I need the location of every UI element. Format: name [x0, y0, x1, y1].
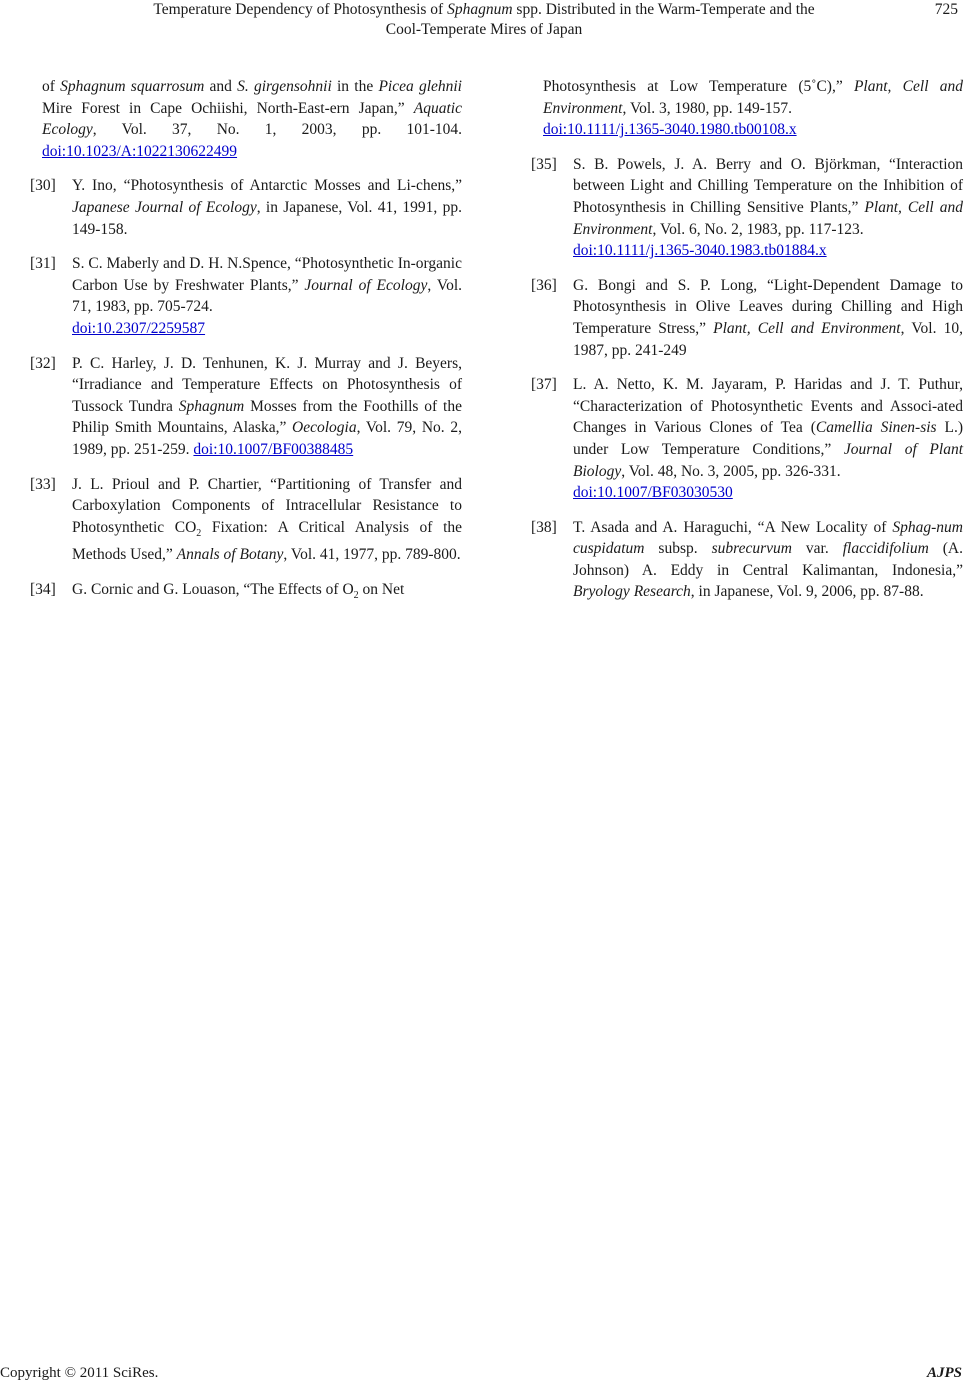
reference-33: [33] J. L. Prioul and P. Chartier, “Partitioning of Transfer and Carboxylation Components of Intracellular Resistance to Photosynthetic $CO_2$ Fixation: A Critical Analysis of the Methods Used,” Annals of Botany, Vol. 41, 1977, pp. 789-800. — [30, 475, 463, 564]
reference-number: [32] — [30, 354, 56, 372]
header-line-2: Cool-Temperate Mires of Japan — [385, 21, 583, 38]
reference-number: [33] — [30, 475, 56, 493]
journal-abbreviation: AJPS — [926, 1365, 962, 1381]
doi-link[interactable]: doi:10.1111/j.1365-3040.1983.tb01884.x — [573, 242, 827, 260]
reference-29-continuation: of Sphagnum squarrosum and S. girgensohnii in the Picea glehnii Mire Forest in Cape Ochiishi, North-East-ern Japan,” Aquatic Ecology, Vol. 37, No. 1, 2003, pp. 101-104. doi:10.1023/A:1022130622499 — [42, 78, 462, 160]
doi-link[interactable]: doi:10.1111/j.1365-3040.1980.tb00108.x — [543, 121, 797, 139]
copyright-text: Copyright © 2011 SciRes. — [0, 1365, 159, 1381]
doi-link[interactable]: doi:10.2307/2259587 — [72, 319, 206, 337]
doi-link[interactable]: doi:10.1023/A:1022130622499 — [42, 142, 238, 160]
reference-37: [37] L. A. Netto, K. M. Jayaram, P. Haridas and J. T. Puthur, “Characterization of Photosynthetic Events and Associ-ated Changes in Various Clones of Tea (Camellia Sinen-sis L.) under Low Temperature Conditions,” Journal of Plant Biology, Vol. 48, No. 3, 2005, pp. 326-331. doi:10.1007/BF03030530 — [531, 376, 964, 502]
reference-number: [31] — [30, 255, 56, 273]
page-number: 725 — [934, 1, 958, 18]
right-column — [531, 76, 963, 616]
doi-link[interactable]: doi:10.1007/BF00388485 — [193, 440, 354, 458]
reference-34: [34] G. Cornic and G. Louason, “The Effects of $O_2$ on Net — [30, 580, 405, 602]
reference-number: [38] — [531, 518, 557, 536]
reference-32: [32] P. C. Harley, J. D. Tenhunen, K. J. Murray and J. Beyers, “Irradiance and Temperature Effects on Photosynthesis of Tussock Tundra Sphagnum Mosses from the Foothills of the Philip Smith Mountains, Alaska,” Oecologia, Vol. 79, No. 2, 1989, pp. 251-259. doi:10.1007/BF00388485 — [30, 354, 463, 458]
reference-number: [36] — [531, 276, 557, 294]
reference-number: [30] — [30, 177, 56, 195]
doi-link[interactable]: doi:10.1007/BF03030530 — [573, 484, 733, 502]
reference-number: [35] — [531, 155, 557, 173]
header-line-1: Temperature Dependency of Photosynthesis of Sphagnum spp. Distributed in the Warm-Temperate and the — [153, 1, 815, 18]
reference-36: [36] G. Bongi and S. P. Long, “Light-Dependent Damage to Photosynthesis in Olive Leaves during Chilling and High Temperature Stress,” Plant, Cell and Environment, Vol. 10, 1987, pp. 241-249 — [531, 276, 963, 359]
reference-30: [30] Y. Ino, “Photosynthesis of Antarctic Mosses and Li-chens,” Japanese Journal of Ecology, in Japanese, Vol. 41, 1991, pp. 149-158. — [30, 177, 462, 238]
left-column — [30, 76, 462, 620]
reference-38: [38] T. Asada and A. Haraguchi, “A New Locality of Sphag-num cuspidatum subsp. subrecurvum var. flaccidifolium (A. Johnson) A. Eddy in Central Kalimantan, Indonesia,” Bryology Research, in Japanese, Vol. 9, 2006, pp. 87-88. — [531, 518, 964, 601]
reference-number: [34] — [30, 580, 56, 598]
reference-31: [31] S. C. Maberly and D. H. N.Spence, “Photosynthetic In-organic Carbon Use by Freshwater Plants,” Journal of Ecology, Vol. 71, 1983, pp. 705-724. doi:10.2307/2259587 — [30, 255, 462, 337]
reference-34-continuation: Photosynthesis at Low Temperature (5˚C),” Plant, Cell and Environment, Vol. 3, 1980, pp. 149-157. doi:10.1111/j.1365-3040.1980.tb00108.x — [543, 78, 963, 139]
reference-35: [35] S. B. Powels, J. A. Berry and O. Björkman, “Interaction between Light and Chilling Temperature on the Inhibition of Photosynthesis in Chilling Sensitive Plants,” Plant, Cell and Environment, Vol. 6, No. 2, 1983, pp. 117-123. doi:10.1111/j.1365-3040.1983.tb01884.x — [531, 155, 963, 260]
reference-number: [37] — [531, 376, 557, 394]
running-header — [60, 0, 908, 40]
